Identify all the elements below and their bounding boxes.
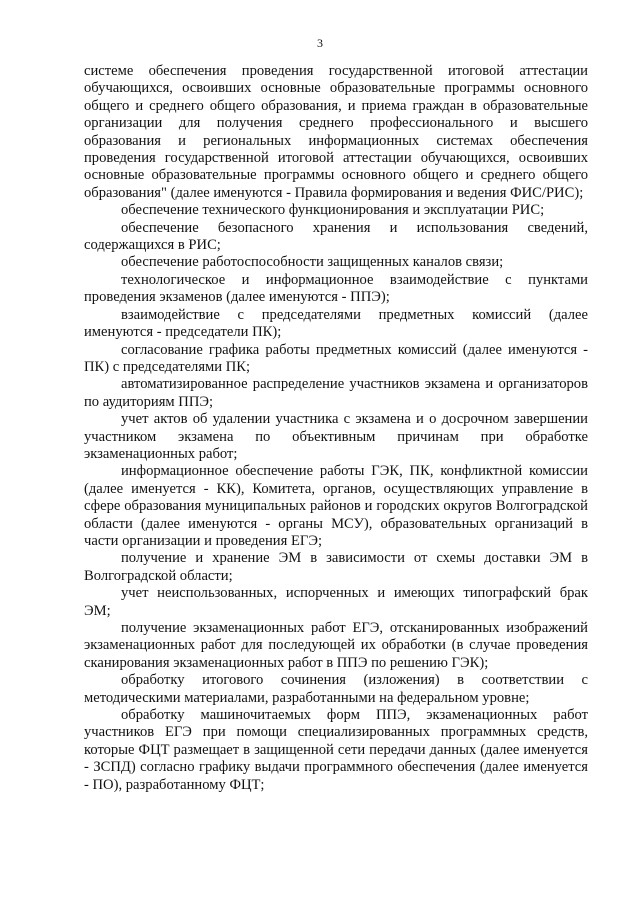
paragraph-technical-operation: обеспечение технического функционирования и эксплуатации РИС; xyxy=(121,202,545,219)
paragraph-auto-distribution: автоматизированное распределение участников экзамена и организаторов по аудиториям ППЭ; xyxy=(84,376,588,410)
document-body xyxy=(84,63,588,794)
paragraph-continuation: системе обеспечения проведения государственной итоговой аттестации обучающихся, освоивших основные образовательные программы основного общего и среднего общего образования, и приема граждан в образовательные организации для получения среднего профессионального и высшего образования и региональных информационных системах обеспечения проведения государственной итоговой аттестации обучающихся, освоивших основные образовательные программы основного общего и среднего общего образования" (далее именуются - Правила формирования и ведения ФИС/РИС); xyxy=(84,63,588,201)
paragraph-em-storage: получение и хранение ЭМ в зависимости от схемы доставки ЭМ в Волгоградской области; xyxy=(84,550,588,584)
paragraph-exam-works: получение экзаменационных работ ЕГЭ, отсканированных изображений экзаменационных работ для последующей их обработки (в случае проведения сканирования экзаменационных работ в ППЭ по решению ГЭК); xyxy=(84,620,588,671)
paragraph-machine-readable-forms: обработку машиночитаемых форм ППЭ, экзаменационных работ участников ЕГЭ при помощи специализированных программных средств, которые ФЦТ размещает в защищенной сети передачи данных (далее именуется - ЗСПД) согласно графику выдачи программного обеспечения (далее именуется - ПО), разработанному ФЦТ; xyxy=(84,707,588,793)
paragraph-safe-storage: обеспечение безопасного хранения и использования сведений, содержащихся в РИС; xyxy=(84,219,588,254)
paragraph-removal-acts: учет актов об удалении участника с экзамена и о досрочном завершении участником экзамена по объективным причинам при обработке экзаменационных работ; xyxy=(84,411,588,462)
paragraph-pk-chairs: взаимодействие с председателями предметных комиссий (далее именуются - председатели ПК); xyxy=(84,306,588,341)
paragraph-secure-channels: обеспечение работоспособности защищенных каналов связи; xyxy=(121,254,504,271)
paragraph-final-essay: обработку итогового сочинения (изложения) в соответствии с методическими материалами, разработанными на федеральном уровне; xyxy=(84,672,588,706)
paragraph-pk-schedule: согласование графика работы предметных комиссий (далее именуются - ПК) с председателями ПК; xyxy=(84,341,588,375)
paragraph-ppe-interaction: технологическое и информационное взаимодействие с пунктами проведения экзаменов (далее именуются - ППЭ); xyxy=(84,271,588,306)
page-number: 3 xyxy=(317,36,323,50)
paragraph-em-accounting: учет неиспользованных, испорченных и имеющих типографский брак ЭМ; xyxy=(84,585,588,619)
paragraph-information-support: информационное обеспечение работы ГЭК, ПК, конфликтной комиссии (далее именуется - КК), Комитета, органов, осуществляющих управление в сфере образования муниципальных районов и городских округов Волгоградской области (далее именуются - органы МСУ), образовательных организаций в части организации и проведения ЕГЭ; xyxy=(84,463,588,549)
